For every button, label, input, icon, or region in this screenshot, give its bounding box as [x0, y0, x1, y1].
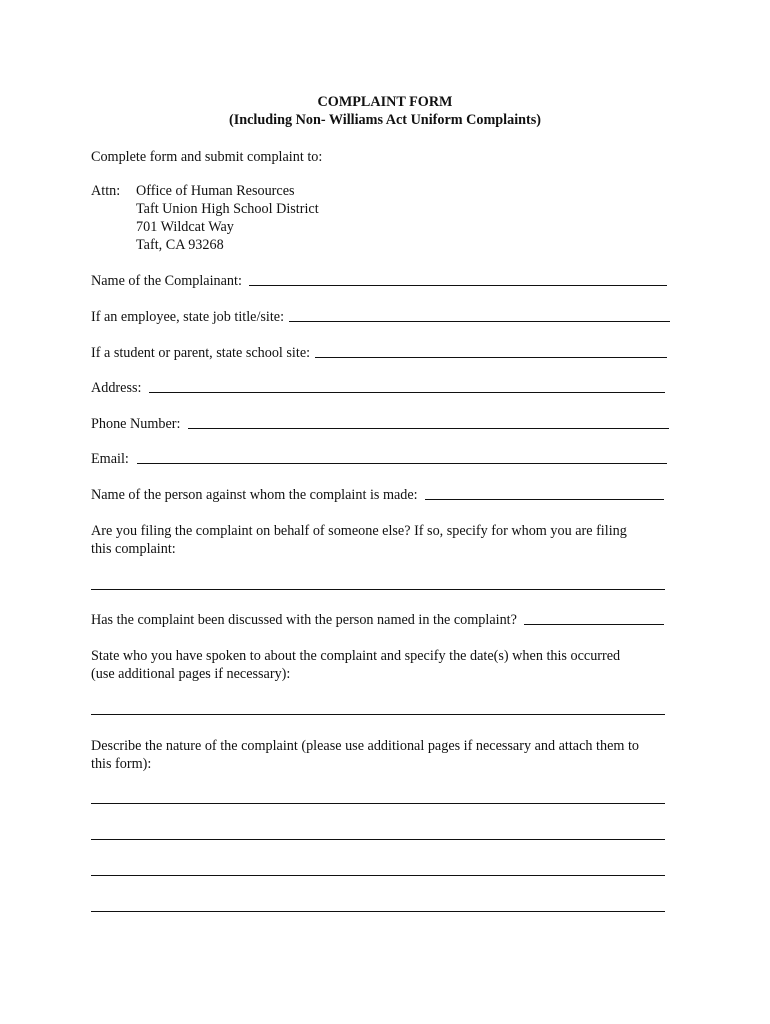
against-label: Name of the person against whom the complaint is made: [91, 487, 418, 503]
complainant-label: Name of the Complainant: [91, 273, 242, 289]
spoken-answer-line[interactable] [91, 714, 665, 715]
email-field [91, 450, 667, 468]
attn-label: Attn: [91, 183, 121, 199]
behalf-question-line1: Are you filing the complaint on behalf of someone else? If so, specify for whom you are filing [91, 523, 627, 539]
address-line-district: Taft Union High School District [136, 201, 319, 217]
form-title: COMPLAINT FORM [317, 94, 453, 110]
student-site-label: If a student or parent, state school site: [91, 345, 311, 361]
spoken-question-line2: (use additional pages if necessary): [91, 666, 291, 682]
address-line-city: Taft, CA 93268 [136, 237, 224, 253]
student-site-field [91, 344, 667, 362]
address-line-office: Office of Human Resources [136, 183, 295, 199]
address-line-street: 701 Wildcat Way [136, 219, 234, 235]
email-label: Email: [91, 451, 129, 467]
nature-answer-line-2[interactable] [91, 839, 665, 840]
phone-input-line[interactable] [188, 428, 669, 429]
address-field [91, 379, 665, 397]
nature-answer-line-4[interactable] [91, 911, 665, 912]
address-label: Address: [91, 380, 142, 396]
nature-question-line1: Describe the nature of the complaint (please use additional pages if necessary and attach them to [91, 738, 639, 754]
student-site-input-line[interactable] [315, 357, 667, 358]
against-field [91, 486, 664, 504]
intro-text: Complete form and submit complaint to: [91, 149, 323, 165]
against-input-line[interactable] [425, 499, 664, 500]
phone-field [91, 415, 669, 433]
phone-label: Phone Number: [91, 416, 181, 432]
employee-site-label: If an employee, state job title/site: [91, 309, 285, 325]
spoken-question-line1: State who you have spoken to about the complaint and specify the date(s) when this occurred [91, 648, 621, 664]
behalf-answer-line[interactable] [91, 589, 665, 590]
nature-answer-line-3[interactable] [91, 875, 665, 876]
complainant-field [91, 272, 667, 290]
discussed-input-line[interactable] [524, 624, 664, 625]
nature-question-line2: this form): [91, 756, 152, 772]
complainant-input-line[interactable] [249, 285, 667, 286]
nature-answer-line-1[interactable] [91, 803, 665, 804]
discussed-label: Has the complaint been discussed with the person named in the complaint? [91, 612, 517, 628]
employee-site-input-line[interactable] [289, 321, 670, 322]
address-input-line[interactable] [149, 392, 665, 393]
behalf-question-line2: this complaint: [91, 541, 176, 557]
form-subtitle: (Including Non- Williams Act Uniform Complaints) [228, 112, 542, 128]
email-input-line[interactable] [137, 463, 667, 464]
employee-site-field [91, 308, 670, 326]
discussed-field [91, 611, 664, 629]
